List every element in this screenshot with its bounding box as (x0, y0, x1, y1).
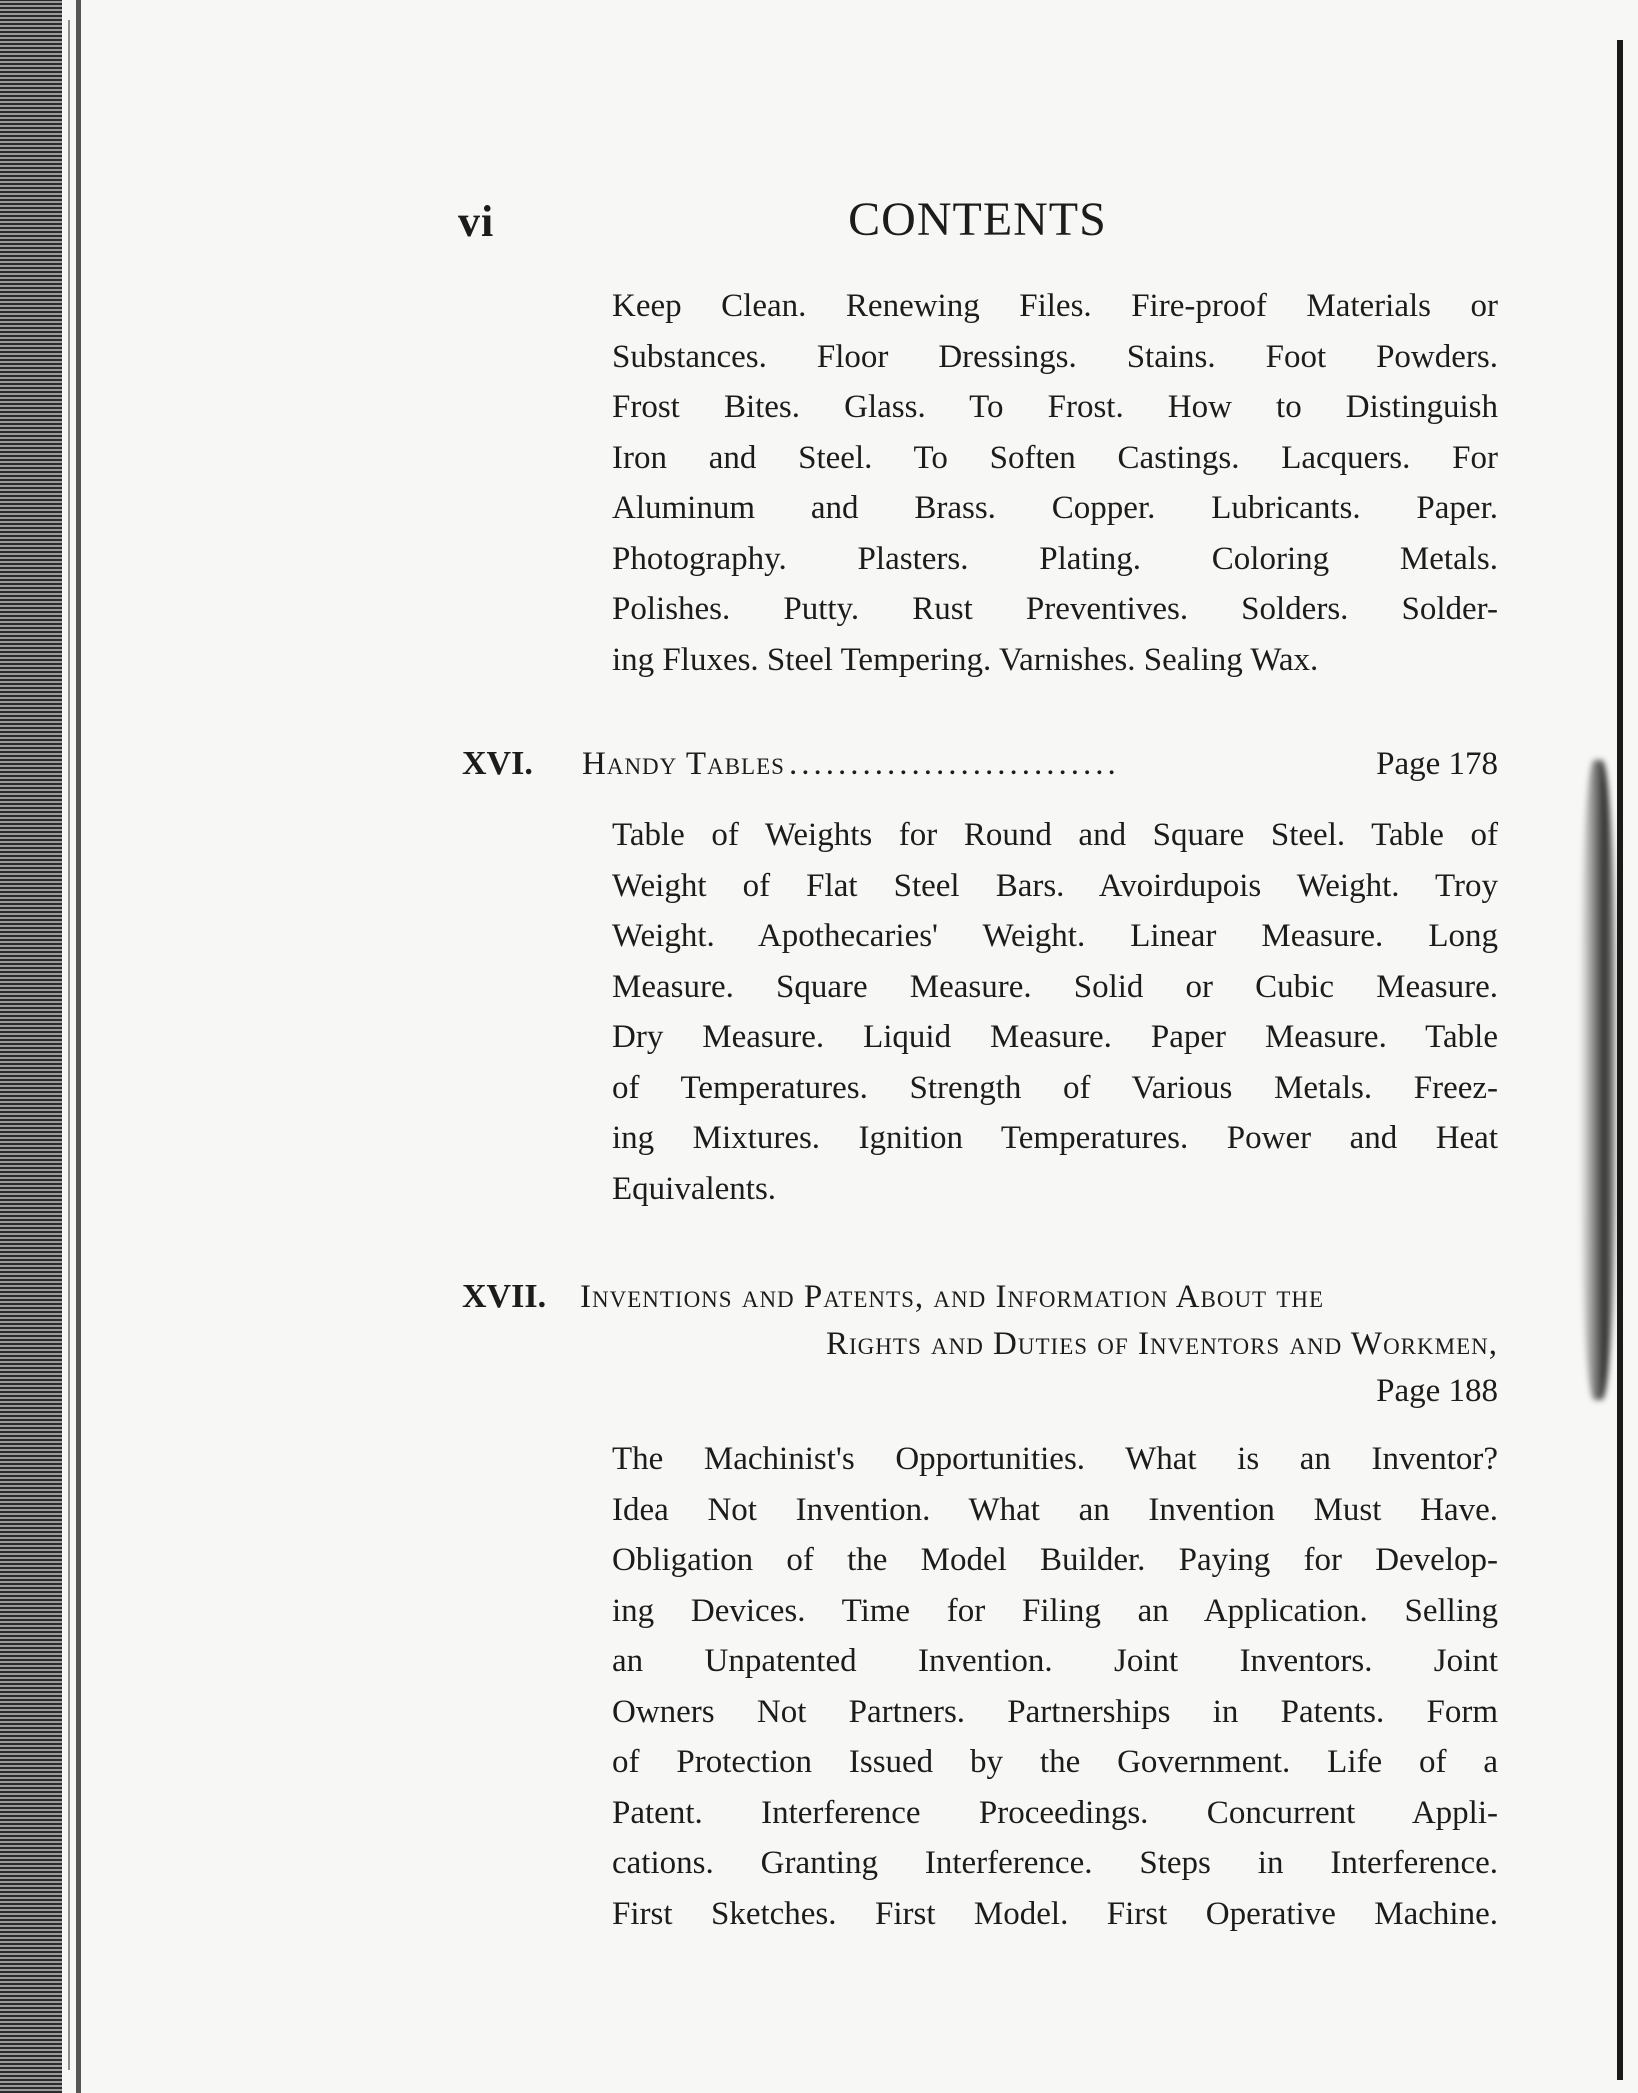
chapter-number: XVII. (462, 1278, 547, 1315)
description-line: Dry Measure. Liquid Measure. Paper Measure. Table (612, 1019, 1498, 1055)
description-line: The Machinist's Opportunities. What is an Inventor? (612, 1441, 1498, 1477)
chapter-xvii-description (612, 1434, 1498, 1939)
chapter-xvii-title-block (580, 1274, 1498, 1415)
chapter-page-number: Page 178 (1376, 746, 1498, 782)
chapter-entry-xvi (462, 745, 1498, 783)
description-line: Iron and Steel. To Soften Castings. Lacquers. For (612, 439, 1498, 476)
description-line: Table of Weights for Round and Square Steel. Table of (612, 817, 1498, 853)
description-line: Weight. Apothecaries' Weight. Linear Measure. Long (612, 918, 1498, 954)
dot-leader: ........................... (788, 746, 1120, 782)
description-line: of Protection Issued by the Government. Life of a (612, 1744, 1498, 1780)
chapter-title: Handy Tables (582, 746, 785, 782)
description-line: of Temperatures. Strength of Various Metals. Freez- (612, 1069, 1498, 1106)
description-line: cations. Granting Interference. Steps in Interference. (612, 1845, 1498, 1881)
description-line: Obligation of the Model Builder. Paying for Develop- (612, 1542, 1498, 1578)
description-line: Measure. Square Measure. Solid or Cubic Measure. (612, 968, 1498, 1005)
chapter-number: XVI. (462, 745, 533, 782)
continued-section-description (612, 281, 1498, 685)
page-folio: vi (458, 197, 495, 246)
description-line: ing Mixtures. Ignition Temperatures. Power and Heat (612, 1120, 1498, 1156)
description-line: Patent. Interference Proceedings. Concurrent Appli- (612, 1794, 1498, 1831)
description-line: Aluminum and Brass. Copper. Lubricants. Paper. (612, 490, 1498, 526)
chapter-title-line: Inventions and Patents, and Information About the (580, 1279, 1325, 1315)
chapter-title-line: Rights and Duties of Inventors and Workmen, (826, 1326, 1498, 1362)
description-line: Polishes. Putty. Rust Preventives. Solders. Solder- (612, 591, 1498, 627)
description-line: First Sketches. First Model. First Operative Machine. (612, 1895, 1498, 1932)
description-line: Equivalents. (612, 1170, 777, 1207)
description-line: Owners Not Partners. Partnerships in Patents. Form (612, 1693, 1498, 1730)
description-line: an Unpatented Invention. Joint Inventors. Joint (612, 1643, 1498, 1679)
description-line: Keep Clean. Renewing Files. Fire-proof Materials or (612, 288, 1498, 324)
description-line: ing Fluxes. Steel Tempering. Varnishes. Sealing Wax. (612, 641, 1319, 678)
chapter-page-number: Page 188 (1376, 1373, 1498, 1409)
description-line: Substances. Floor Dressings. Stains. Foot Powders. (612, 338, 1498, 375)
description-line: Weight of Flat Steel Bars. Avoirdupois Weight. Troy (612, 867, 1498, 904)
description-line: Photography. Plasters. Plating. Coloring Metals. (612, 540, 1498, 577)
running-head-text: CONTENTS (848, 193, 1107, 246)
description-line: Idea Not Invention. What an Invention Must Have. (612, 1491, 1498, 1528)
running-head (0, 192, 1638, 247)
description-line: Frost Bites. Glass. To Frost. How to Distinguish (612, 389, 1498, 425)
chapter-xvi-description (612, 810, 1498, 1214)
description-line: ing Devices. Time for Filing an Application. Selling (612, 1592, 1498, 1629)
